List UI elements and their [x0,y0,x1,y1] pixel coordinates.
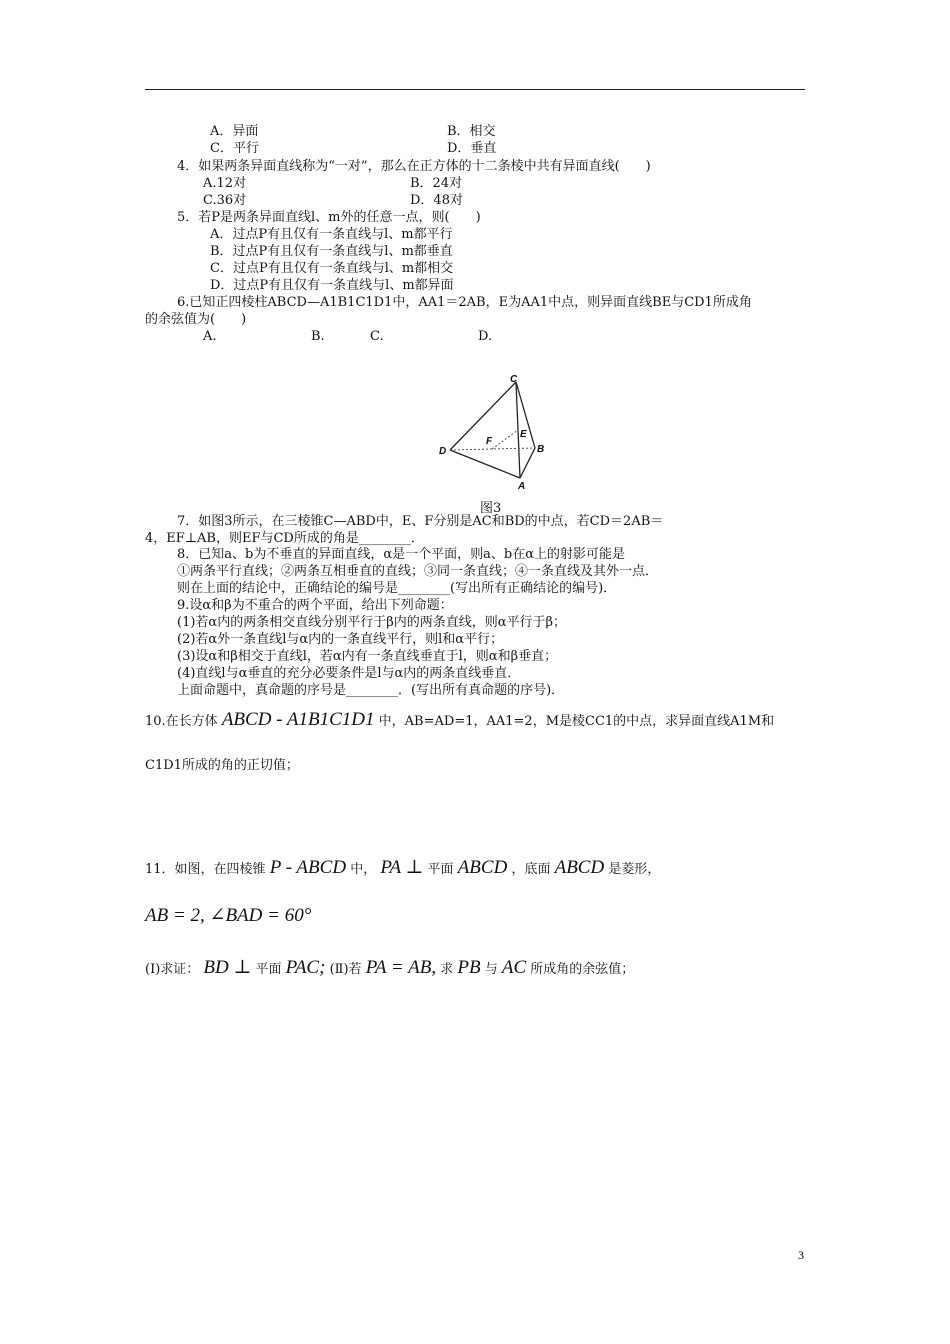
label-b: B [537,444,545,455]
q4-option-c: C.36对 [203,193,247,208]
q9-stem: 9.设α和β为不重合的两个平面，给出下列命题： [177,598,453,613]
edge-dc [450,382,516,450]
q6-option-b: B. [311,329,325,344]
q8-line1: 8．已知a、b为不垂直的异面直线，α是一个平面，则a、b在α上的射影可能是 [177,547,625,562]
q11-formula-2: PA ⊥ [380,857,424,878]
q9-item-3: (3)设α和β相交于直线l，若α内有一条直线垂直于l，则α和β垂直； [177,649,558,664]
q11-line2 [145,905,312,926]
q7-line2: 4，EF⊥AB，则EF与CD所成的角是________． [145,531,424,546]
label-c: C [510,374,518,385]
q11-part2-text: 求 [440,962,454,977]
label-a: A [518,481,526,492]
q8-line3: 则在上面的结论中，正确结论的编号是________(写出所有正确结论的编号)． [177,581,617,596]
q4-option-d: D．48对 [410,193,463,208]
q11-text-4: ，底面 [511,862,551,877]
q11-formula-3: ABCD [457,857,508,878]
q3-option-a: A．异面 [210,124,259,139]
q9-item-2: (2)若α外一条直线l与α内的一条直线平行，则l和α平行； [177,632,504,647]
q5-option-c: C．过点P有且仅有一条直线与l、m都相交 [210,261,454,276]
q9-tail: 上面命题中，真命题的序号是________．(写出所有真命题的序号)． [177,683,565,698]
q6-line2: 的余弦值为( ) [145,312,247,327]
q11-part1-label: (Ⅰ)求证： [145,962,200,977]
q10-line1 [145,709,775,730]
q4-option-a: A.12对 [203,176,247,191]
q6-line1: 6.已知正四棱柱ABCD—A1B1C1D1中，AA1＝2AB，E为AA1中点，则异面直线BE与CD1所成角 [177,295,752,310]
q11-part2-text-3: 所成角的余弦值； [530,962,635,977]
q11-text-1: 11．如图，在四棱锥 [145,862,266,877]
q11-line1 [145,857,661,878]
q9-item-1: (1)若α内的两条相交直线分别平行于β内的两条直线，则α平行于β； [177,615,567,630]
q11-text-5: 是菱形， [608,862,661,877]
q3-option-c: C．平行 [210,141,259,156]
q3-option-d: D．垂直 [447,141,497,156]
q11-formula-1: P - ABCD [269,857,347,878]
q11-given: AB = 2, ∠BAD = 60° [145,905,312,926]
q9-item-4: (4)直线l与α垂直的充分必要条件是l与α内的两条直线垂直． [177,666,521,681]
q11-line3 [145,957,635,978]
label-e: E [520,429,527,440]
q11-part2-formula-3: AC [501,957,527,978]
q11-formula-4: ABCD [554,857,605,878]
segment-ef [492,430,518,449]
edge-ab [520,448,535,478]
header-rule [145,89,805,90]
q4-stem: 4．如果两条异面直线称为“一对”，那么在正方体的十二条棱中共有异面直线( ) [177,159,651,174]
q10-line2: C1D1所成的角的正切值； [145,758,299,773]
pyramid-figure [432,372,562,494]
q11-part1-formula-2: PAC; [285,957,326,978]
q6-option-a: A. [203,329,217,344]
q5-stem: 5．若P是两条异面直线l、m外的任意一点，则( ) [177,210,481,225]
q6-option-c: C. [370,329,384,344]
label-d: D [439,446,447,457]
q5-option-d: D．过点P有且仅有一条直线与l、m都异面 [210,278,454,293]
q11-text-2: 中， [350,862,377,877]
q3-option-b: B．相交 [447,124,496,139]
q11-part1-formula: BD ⊥ [203,957,252,978]
q11-part1-text: 平面 [255,962,282,977]
q11-text-3: 平面 [427,862,454,877]
figure-caption: 图3 [480,501,502,516]
q11-part2-formula: PA = AB, [365,957,437,978]
q11-part2-text-2: 与 [484,962,498,977]
q10-prefix: 10.在长方体 [145,714,218,729]
q6-option-d: D. [478,329,493,344]
label-f: F [486,436,493,447]
q5-option-a: A．过点P有且仅有一条直线与l、m都平行 [210,227,453,242]
q10-formula: ABCD - A1B1C1D1 [221,709,375,730]
q4-option-b: B．24对 [410,176,463,191]
edge-da [450,450,520,478]
q8-line2: ①两条平行直线；②两条互相垂直的直线；③同一条直线；④一条直线及其外一点． [177,564,659,579]
q5-option-b: B．过点P有且仅有一条直线与l、m都垂直 [210,244,453,259]
q7-line1: 7．如图3所示，在三棱锥C—ABD中，E、F分别是AC和BD的中点，若CD＝2AB＝ [177,514,664,529]
page-number: 3 [798,1248,804,1262]
q11-part2-formula-2: PB [457,957,481,978]
q10-suffix: 中，AB=AD=1，AA1=2，M是棱CC1的中点，求异面直线A1M和 [378,714,775,729]
q11-part2-label: (Ⅱ)若 [329,962,362,977]
